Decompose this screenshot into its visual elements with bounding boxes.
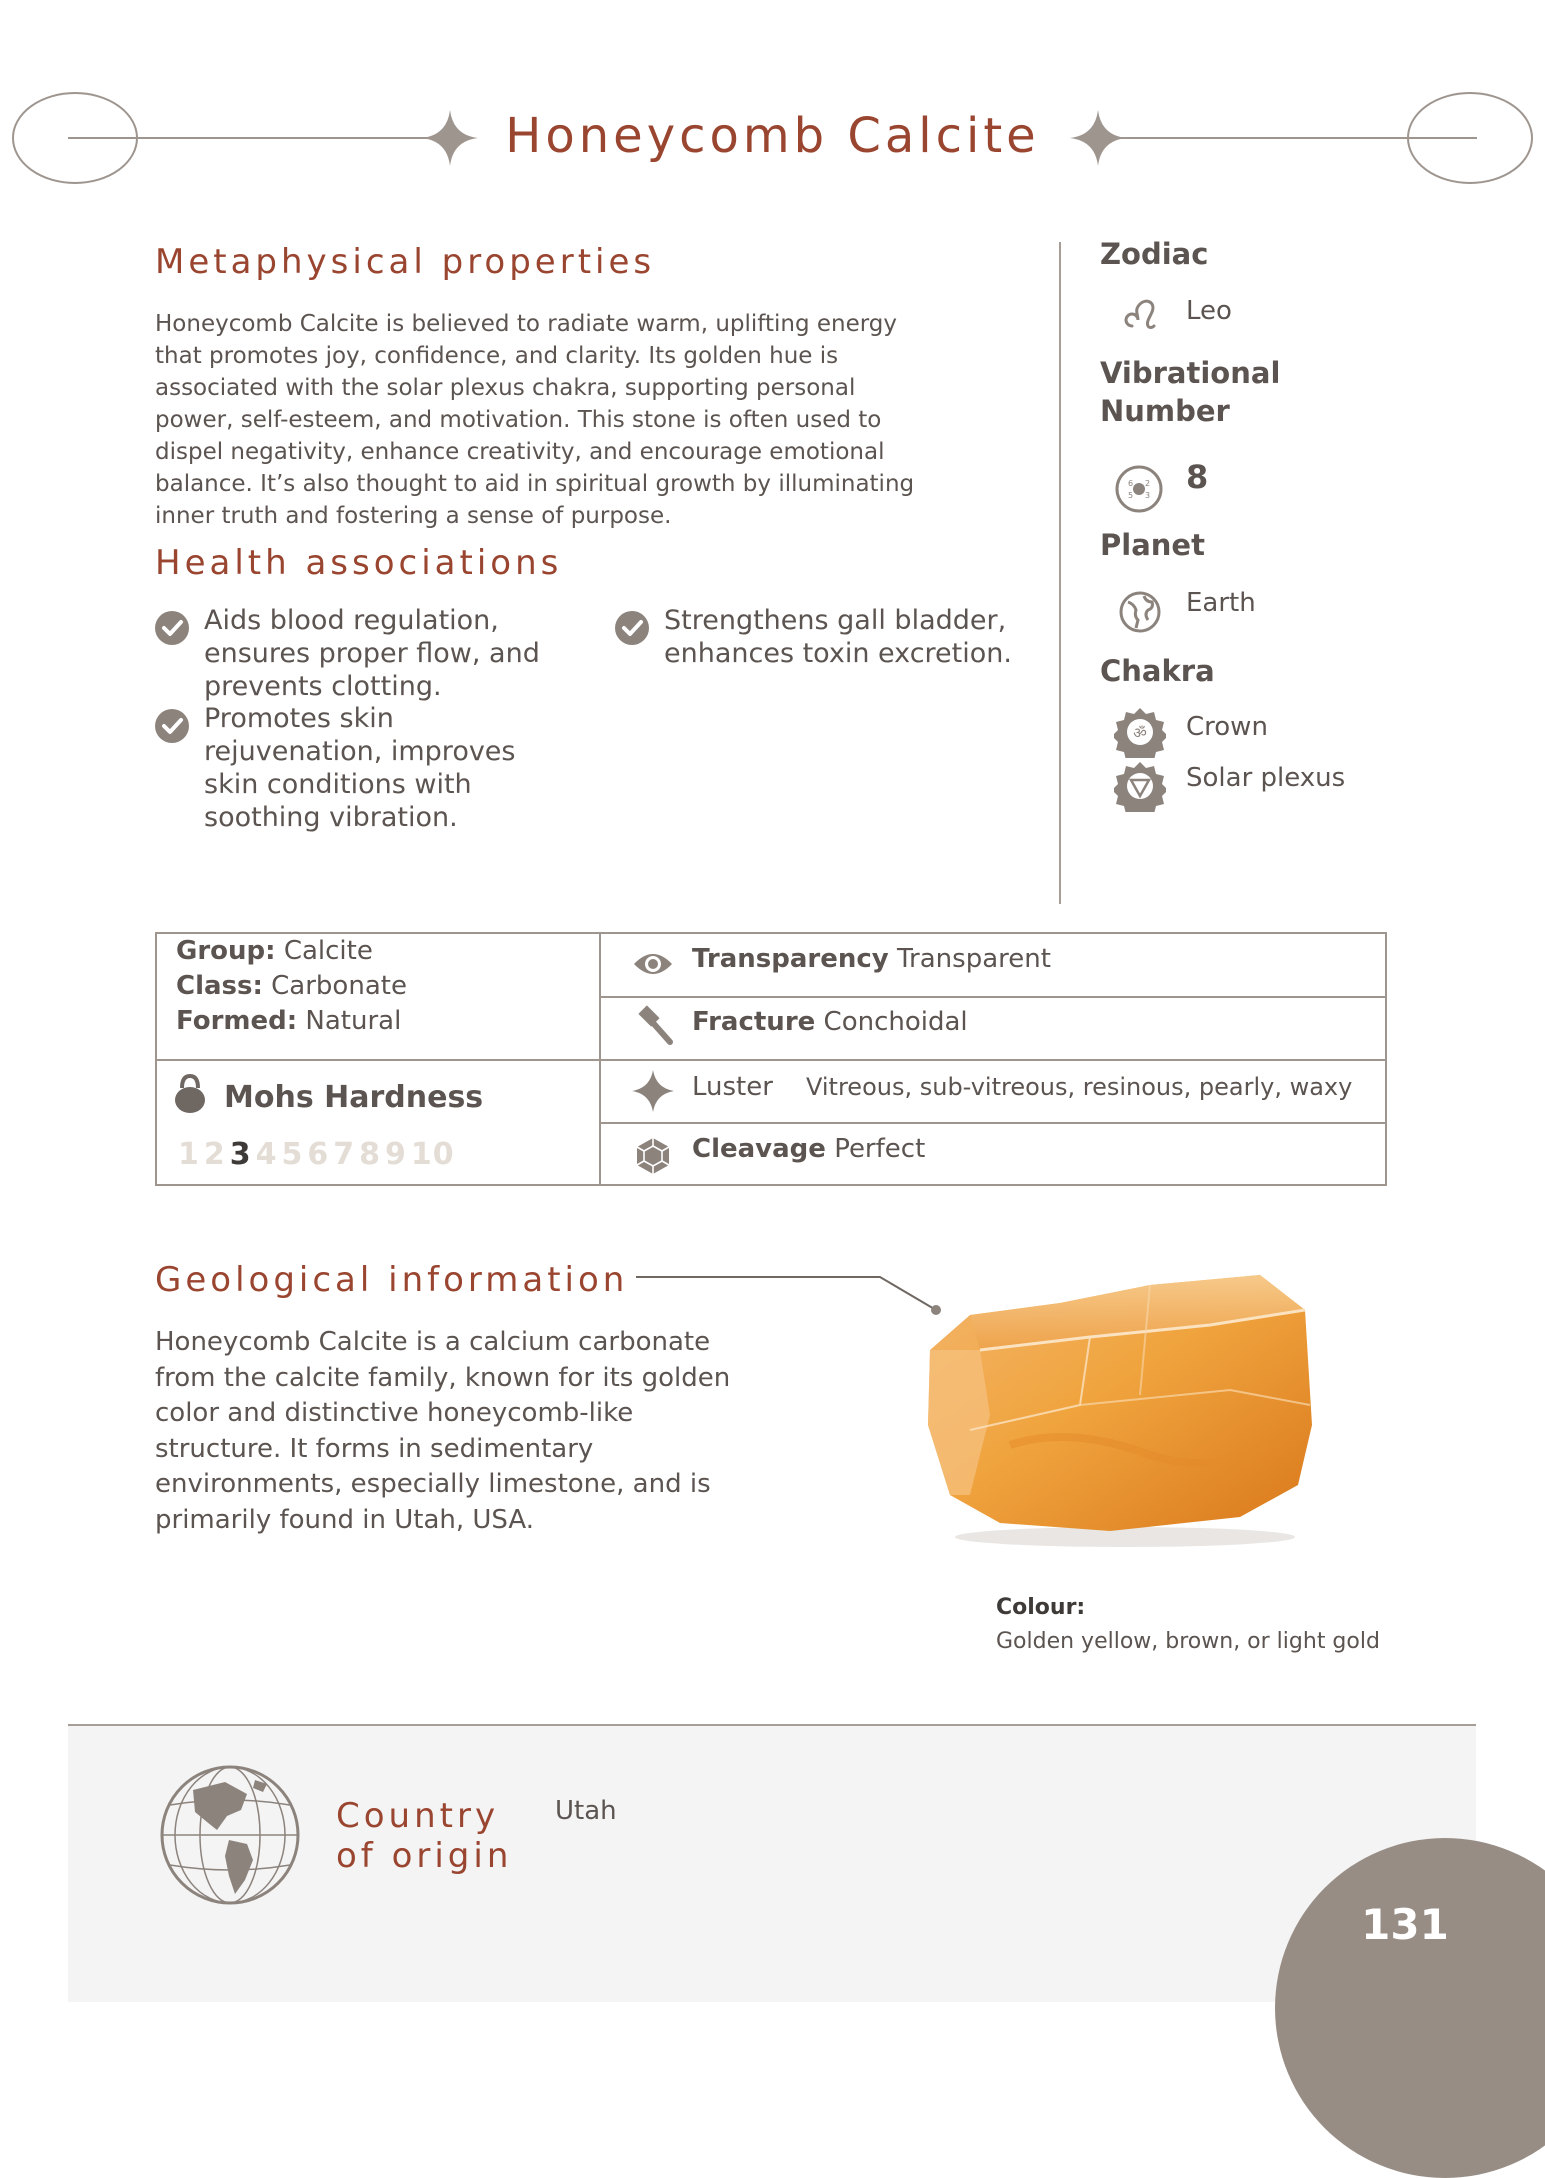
mineral-classification: Group: Calcite Class: Carbonate Formed: Natural bbox=[176, 936, 407, 1036]
origin-value: Utah bbox=[555, 1796, 617, 1826]
eye-icon bbox=[632, 950, 674, 978]
vibrational-label: Vibrational Number bbox=[1100, 356, 1281, 428]
chakra-value-crown: Crown bbox=[1186, 712, 1268, 742]
page-number: 131 bbox=[1361, 1900, 1449, 1949]
sidebar-divider bbox=[1059, 242, 1061, 904]
colour-label: Colour: bbox=[996, 1595, 1086, 1620]
colour-value: Golden yellow, brown, or light gold bbox=[996, 1629, 1380, 1654]
mohs-scale bbox=[178, 1137, 455, 1172]
mohs-scale-number: 4 bbox=[255, 1137, 278, 1172]
planet-value: Earth bbox=[1186, 588, 1256, 618]
crown-chakra-icon bbox=[1114, 706, 1166, 758]
check-icon bbox=[154, 610, 190, 646]
zodiac-label: Zodiac bbox=[1100, 237, 1209, 271]
cleavage-row: Cleavage Perfect bbox=[692, 1134, 926, 1164]
mohs-scale-number: 3 bbox=[229, 1137, 252, 1172]
calcite-crystal-image bbox=[910, 1255, 1330, 1555]
health-heading: Health associations bbox=[155, 543, 563, 583]
health-item: Aids blood regulation, ensures proper flow, and prevents clotting. bbox=[204, 605, 540, 702]
kettlebell-icon bbox=[172, 1074, 208, 1114]
health-item: Strengthens gall bladder, enhances toxin excretion. bbox=[664, 605, 1012, 669]
mohs-scale-number: 2 bbox=[203, 1137, 226, 1172]
luster-value: Vitreous, sub-vitreous, resinous, pearly, waxy bbox=[806, 1073, 1353, 1101]
planet-label: Planet bbox=[1100, 528, 1205, 562]
svg-text:ॐ: ॐ bbox=[1133, 724, 1147, 742]
globe-icon bbox=[1118, 590, 1162, 634]
callout-line bbox=[630, 1268, 950, 1316]
solar-plexus-chakra-icon bbox=[1114, 760, 1166, 812]
mohs-label: Mohs Hardness bbox=[224, 1080, 484, 1115]
transparency-row: Transparency Transparent bbox=[692, 944, 1051, 974]
leo-icon bbox=[1120, 296, 1160, 336]
check-icon bbox=[154, 708, 190, 744]
svg-text:5: 5 bbox=[1128, 491, 1134, 500]
origin-label: Country of origin bbox=[336, 1796, 513, 1876]
mohs-scale-number: 7 bbox=[333, 1137, 356, 1172]
mohs-scale-number: 10 bbox=[410, 1137, 455, 1172]
svg-text:2: 2 bbox=[1145, 479, 1151, 488]
check-icon bbox=[614, 610, 650, 646]
zodiac-value: Leo bbox=[1186, 296, 1232, 326]
page-title: Honeycomb Calcite bbox=[505, 108, 1040, 164]
vibrational-value: 8 bbox=[1186, 458, 1209, 496]
geology-heading: Geological information bbox=[155, 1260, 629, 1300]
svg-text:6: 6 bbox=[1128, 479, 1134, 488]
geology-text: Honeycomb Calcite is a calcium carbonate from the calcite family, known for its golden color and distinctive honeycomb-like structure. It forms in sedimentary environments, especially limestone, and is primarily found in Utah, USA. bbox=[155, 1327, 731, 1535]
luster-label: Luster bbox=[692, 1072, 773, 1102]
metaphysical-text: Honeycomb Calcite is believed to radiate warm, uplifting energy that promotes joy, confidence, and clarity. Its golden hue is associated with the solar plexus chakra, supporting personal power, self-esteem, and motivation. This stone is often used to dispel negativity, enhance creativity, and encourage emotional balance. It’s also thought to aid in spiritual growth by illuminating inner truth and fostering a sense of purpose. bbox=[155, 311, 915, 529]
mohs-scale-number: 1 bbox=[178, 1137, 200, 1172]
svg-text:3: 3 bbox=[1145, 491, 1151, 500]
health-item: Promotes skin rejuvenation, improves skin conditions with soothing vibration. bbox=[204, 703, 516, 833]
chakra-value-solar-plexus: Solar plexus bbox=[1186, 763, 1346, 793]
fracture-row: Fracture Conchoidal bbox=[692, 1007, 968, 1037]
mohs-scale-number: 8 bbox=[359, 1137, 381, 1172]
gem-icon bbox=[634, 1136, 672, 1176]
world-globe-icon bbox=[155, 1760, 305, 1910]
metaphysical-heading: Metaphysical properties bbox=[155, 242, 656, 282]
sparkle-icon bbox=[630, 1068, 676, 1114]
chakra-label: Chakra bbox=[1100, 654, 1215, 688]
mohs-scale-number: 5 bbox=[281, 1137, 304, 1172]
hammer-icon bbox=[634, 1004, 674, 1048]
numerology-icon bbox=[1114, 464, 1164, 514]
mohs-scale-number: 9 bbox=[385, 1137, 407, 1172]
mohs-scale-number: 6 bbox=[307, 1137, 330, 1172]
